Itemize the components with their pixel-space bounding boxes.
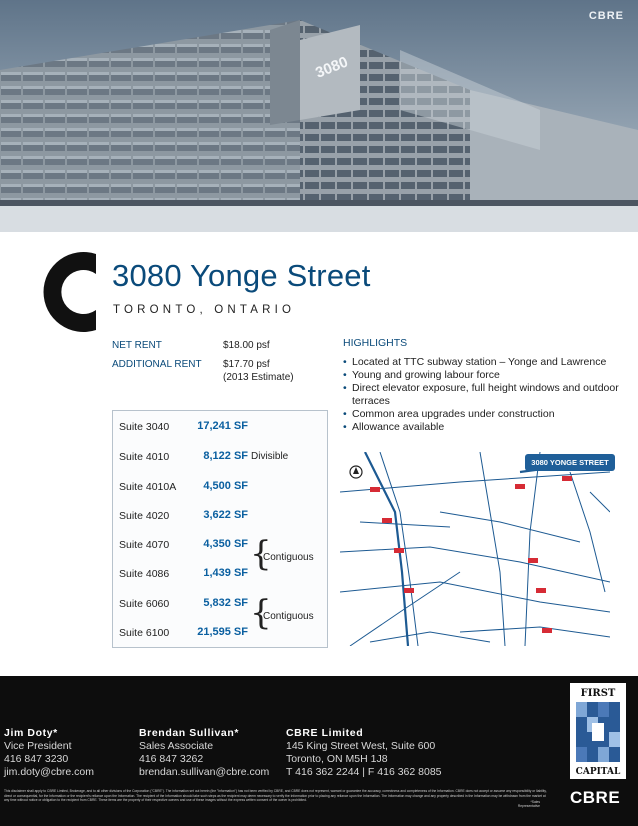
net-rent-label: NET RENT [112,340,162,351]
first-capital-mark-icon [570,683,626,779]
suite-area: 17,241 SF [197,420,248,432]
suite-name: Suite 4010 [119,451,170,463]
additional-rent-label: ADDITIONAL RENT [112,359,202,370]
office-address1: 145 King Street West, Suite 600 [286,740,436,752]
suite-area: 5,832 SF [203,597,248,609]
contact-1 [4,727,94,779]
first-capital-line2: CAPITAL [575,767,621,777]
office-phones[interactable]: T 416 362 2244 | F 416 362 8085 [286,766,442,778]
suite-name: Suite 6100 [119,627,170,639]
contact-email[interactable]: brendan.sullivan@cbre.com [139,766,270,778]
contact-phone[interactable]: 416 847 3230 [4,753,69,765]
first-capital-line1: FIRST [580,688,616,699]
cbre-logo-bottom: CBRE [570,788,621,807]
cbre-c-mark-icon [36,246,108,338]
suite-area: 8,122 SF [203,450,248,462]
suite-area: 21,595 SF [197,626,248,638]
contact-phone[interactable]: 416 847 3262 [139,753,204,765]
additional-rent-value: $17.70 psf [223,359,270,370]
office-address2: Toronto, ON M5H 1J8 [286,753,388,765]
building-sign: 3080 [313,53,351,82]
first-capital-logo [570,683,626,779]
brace-icon: { [250,593,272,633]
additional-rent-note: (2013 Estimate) [223,372,294,383]
highlights-list [343,356,628,434]
suite-name: Suite 4010A [119,481,177,493]
net-rent-value: $18.00 psf [223,340,270,351]
cbre-logo-top: CBRE [588,10,624,22]
location-map[interactable] [340,452,610,646]
contact-name: Brendan Sullivan* [139,727,240,739]
contiguous-label: Contiguous [263,611,314,622]
brace-icon: { [250,534,272,574]
suite-area: 3,622 SF [203,509,248,521]
suite-name: Suite 6060 [119,598,170,610]
map-graphic [340,452,610,646]
suite-note: Divisible [251,451,289,462]
highlight-item: • Common area upgrades under construction [343,408,628,421]
highlight-item: • Located at TTC subway station – Yonge and Lawrence [343,356,628,369]
building-photo [0,0,638,232]
suite-name: Suite 3040 [119,421,170,433]
highlight-item: • Young and growing labour force [343,369,628,382]
page-title: 3080 Yonge Street [112,258,371,293]
contact-email[interactable]: jim.doty@cbre.com [4,766,95,778]
suite-area: 4,350 SF [203,538,248,550]
suite-area: 1,439 SF [203,567,248,579]
hero-photo [0,0,638,232]
disclaimer: This disclaimer shall apply to CBRE Limited, Brokerage, and to all other divisions of the Corporation ("CBRE"). The information set out herein (the "Information") has not been verified by CBRE, and CBRE does not represent, warrant or guarantee the accuracy, correctness and completeness of the Information. CBRE does not accept or assume any responsibility or liability, direct or consequential, for the Information or the recipient's reliance upon the Information. The recipient of the Information should take such steps as the recipient may deem necessary to verify the Information prior to placing any reliance upon the Information. The Information may change and any property described in the Information may be withdrawn from the market at any time without notice or obligation to the recipient from CBRE. These items are the property of their respective owners and use of these images without the express written consent of the owner is prohibited. [4,789,547,802]
contact-2 [139,727,269,779]
highlights-heading: HIGHLIGHTS [343,337,408,349]
contact-title: Vice President [4,740,72,752]
disclaimer-note: *Sales Representative [517,800,540,808]
map-callout: 3080 YONGE STREET [525,454,615,471]
suite-name: Suite 4070 [119,539,170,551]
suite-name: Suite 4086 [119,568,170,580]
office-info [286,727,442,779]
suites-table [112,410,328,648]
suite-area: 4,500 SF [203,480,248,492]
page-subtitle: TORONTO, ONTARIO [113,304,296,316]
office-name: CBRE Limited [286,727,364,739]
highlight-item: • Allowance available [343,421,628,434]
suite-name: Suite 4020 [119,510,170,522]
highlight-item: • Direct elevator exposure, full height windows and outdoor terraces [343,382,628,408]
contiguous-label: Contiguous [263,552,314,563]
contact-title: Sales Associate [139,740,214,752]
contact-name: Jim Doty* [4,727,58,739]
